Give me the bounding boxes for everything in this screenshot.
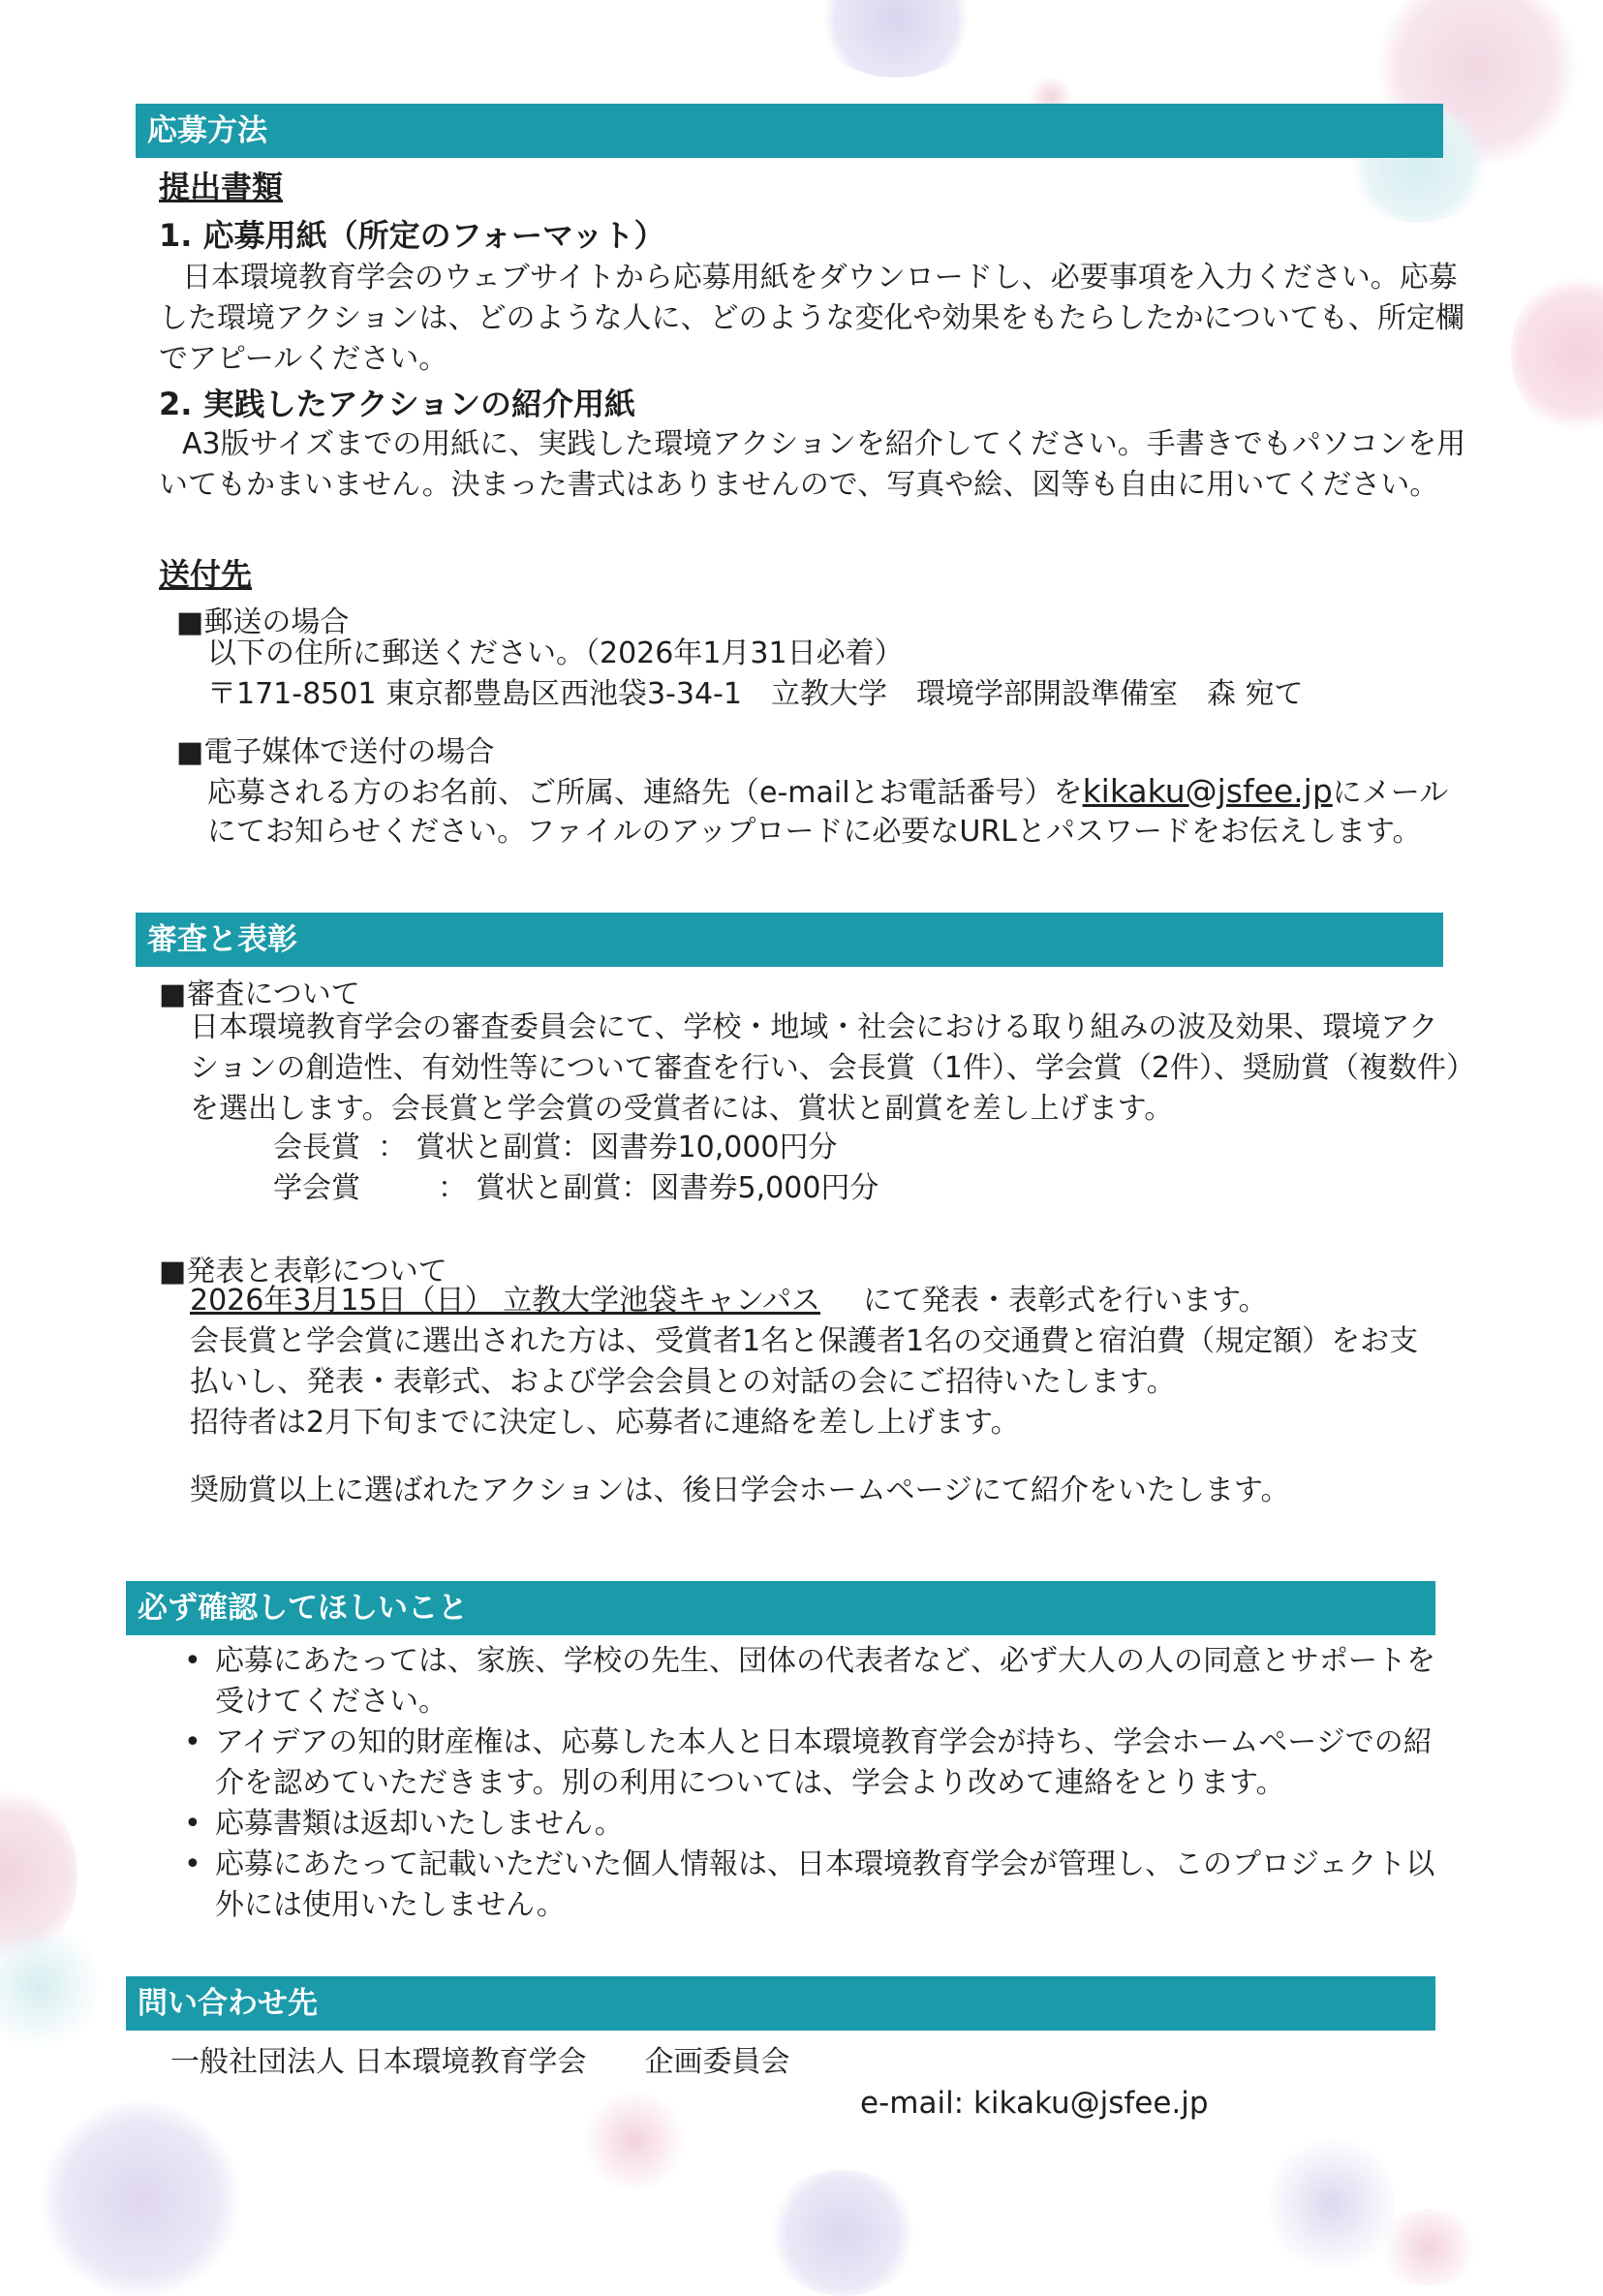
mail-address: 〒171-8501 東京都豊島区西池袋3-34-1 立教大学 環境学部開設準備室 森 宛て [207,677,1304,711]
review-text-line: ションの創造性、有効性等について審査を行い、会長賞（1件）、学会賞（2件）、奨励賞（複数件） [190,1051,1475,1085]
review-text-line: 日本環境教育学会の審査委員会にて、学校・地域・社会における取り組みの波及効果、環境アク [190,1010,1438,1044]
bullet-dot: • [184,1725,201,1759]
notes-item-line: アイデアの知的財産権は、応募した本人と日本環境教育学会が持ち、学会ホームページでの紹 [215,1725,1433,1759]
item1-text-line: した環境アクションは、どのような人に、どのような変化や効果をもたらしたかについても、所定欄 [159,301,1464,335]
mail-label: ■郵送の場合 [176,605,350,639]
award-text-line: 招待者は2月下旬までに決定し、応募者に連絡を差し上げます。 [190,1406,1020,1440]
review-text-line: を選出します。会長賞と学会賞の受賞者には、賞状と副賞を差し上げます。 [190,1092,1174,1126]
section-header-review: 審査と表彰 [136,913,1443,967]
electronic-label: ■電子媒体で送付の場合 [176,735,495,769]
notes-list-item [184,1845,1435,1926]
notes-item-line: 介を認めていただきます。別の利用については、学会より改めて連絡をとります。 [215,1766,1285,1800]
notes-list-item [184,1641,1435,1722]
item2-text-line: A3版サイズまでの用紙に、実践した環境アクションを紹介してください。手書きでもパソコンを用 [182,427,1466,461]
item2-text-line: いてもかまいません。決まった書式はありませんので、写真や絵、図等も自由に用いてください。 [159,468,1439,502]
item1-text-line: 日本環境教育学会のウェブサイトから応募用紙をダウンロードし、必要事項を入力ください。応募 [182,261,1458,295]
section-header-notes: 必ず確認してほしいこと [126,1581,1435,1635]
prize-name: 会長賞 [273,1131,360,1164]
award-date-post: にて発表・表彰式を行います。 [863,1284,1268,1318]
section-header-apply: 応募方法 [136,104,1443,158]
contact-org: 一般社団法人 日本環境教育学会 企画委員会 [170,2045,790,2079]
item2-title: 2. 実践したアクションの紹介用紙 [159,386,635,422]
prize-value: ： 賞状と副賞：図書券10,000円分 [378,1131,838,1164]
award-date [190,1281,1268,1321]
award-text-line: 会長賞と学会賞に選出された方は、受賞者1名と保護者1名の交通費と宿泊費（規定額）をお支 [190,1324,1419,1358]
prize-value: ： 賞状と副賞：図書券5,000円分 [438,1171,879,1205]
electronic-text-pre: 応募される方のお名前、ご所属、連絡先（e-mailとお電話番号）を [207,776,1083,810]
review-label: ■審査について [159,977,360,1011]
notes-item-line: 外には使用いたしません。 [215,1888,566,1922]
mail-text: 以下の住所に郵送ください。（2026年1月31日必着） [207,636,904,670]
award-label: ■発表と表彰について [159,1255,447,1288]
documents-heading: 提出書類 [159,169,284,205]
electronic-text [207,771,1448,814]
award-date-place: 2026年3月15日（日） 立教大学池袋キャンパス [190,1284,821,1318]
bullet-dot: • [184,1807,201,1841]
contact-email[interactable]: e-mail: kikaku@jsfee.jp [860,2086,1209,2121]
prize-name: 学会賞 [273,1171,360,1205]
notes-item-line: 応募にあたって記載いただいた個人情報は、日本環境教育学会が管理し、このプロジェクト以 [215,1847,1435,1881]
item1-text-line: でアピールください。 [159,342,448,376]
bullet-dot: • [184,1644,201,1678]
notes-list-item [184,1722,1433,1804]
electronic-text-line2: にてお知らせください。ファイルのアップロードに必要なURLとパスワードをお伝えします。 [207,815,1422,849]
bullet-dot: • [184,1847,201,1881]
notes-item-line: 応募書類は返却いたしません。 [215,1807,624,1841]
email-link[interactable]: kikaku@jsfee.jp [1082,772,1333,810]
section-header-contact: 問い合わせ先 [126,1976,1435,2031]
send-heading: 送付先 [159,556,253,593]
item1-title: 1. 応募用紙（所定のフォーマット） [159,217,665,254]
notes-list-item [184,1804,624,1845]
electronic-text-post: にメール [1332,776,1449,810]
notes-item-line: 応募にあたっては、家族、学校の先生、団体の代表者など、必ず大人の人の同意とサポートを [215,1644,1435,1678]
award-text-line: 払いし、発表・表彰式、および学会会員との対話の会にご招待いたします。 [190,1365,1176,1399]
notes-item-line: 受けてください。 [215,1685,447,1719]
award-note: 奨励賞以上に選ばれたアクションは、後日学会ホームページにて紹介をいたします。 [190,1474,1290,1507]
